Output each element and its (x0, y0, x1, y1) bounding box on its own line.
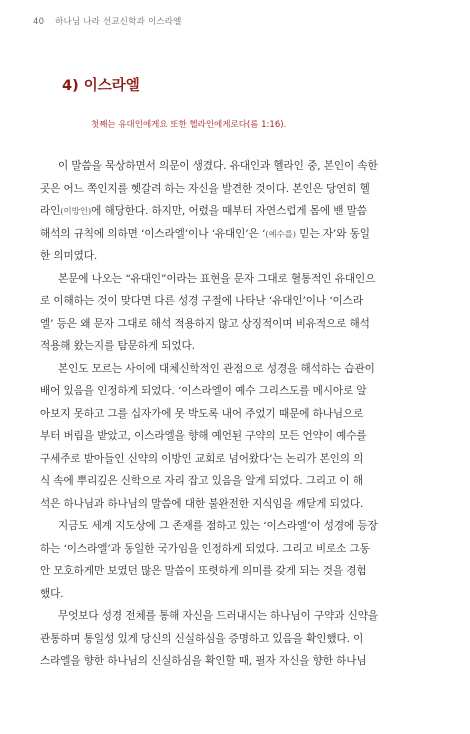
text-line: 이 말씀을 묵상하면서 의문이 생겼다. 유대인과 헬라인 중, 본인이 속한 (58, 160, 378, 172)
section-title: 4) 이스라엘 (62, 78, 140, 94)
running-head (33, 15, 182, 27)
parenthetical-note: (예수를) (265, 229, 296, 240)
text-line: 안 모호하게만 보였던 많은 말씀이 또렷하게 의미를 갖게 되는 것을 경험 (40, 565, 367, 577)
text-run: 해석의 규칙에 의하면 ‘이스라엘’이나 ‘유대인’은 ‘ (40, 227, 266, 240)
text-line: 로 이해하는 것이 맞다면 다른 성경 구절에 나타난 ‘유대인’이나 ‘이스라 (40, 295, 363, 307)
page-number: 40 (33, 17, 45, 27)
text-line: 관통하며 통일성 있게 당신의 신실하심을 증명하고 있음을 확인했다. 이 (40, 632, 364, 645)
body-text (40, 155, 440, 673)
text-run: 라인 (40, 205, 61, 217)
text-line (40, 223, 440, 246)
text-line: 한 의미였다. (40, 250, 98, 262)
text-line: 적용해 왔는지를 탐문하게 되었다. (40, 340, 195, 352)
text-line: 스라엘을 향한 하나님의 신실하심을 확인할 때, 필자 자신을 향한 하나님 (40, 655, 367, 667)
text-line: 부터 버림을 받았고, 이스라엘을 향해 예언된 구약의 모든 언약이 예수를 (40, 430, 367, 442)
parenthetical-note: (이방인) (60, 207, 92, 217)
text-line: 본인도 모르는 사이에 대체신학적인 관점으로 성경을 해석하는 습관이 (58, 362, 375, 375)
text-line: 지금도 세계 지도상에 그 존재를 점하고 있는 ‘이스라엘’이 성경에 등장 (58, 520, 378, 532)
text-line: 구세주로 받아들인 신약의 이방인 교회로 넘어왔다’는 논리가 본인의 의 (40, 452, 364, 465)
text-line: 식 속에 뿌리깊은 신학으로 자리 잡고 있음을 알게 되었다. 그리고 이 해 (40, 475, 363, 487)
text-line: 석은 하나님과 하나님의 말씀에 대한 불완전한 지식임을 깨닫게 되었다. (40, 497, 364, 510)
text-line: 배어 있음을 인정하게 되었다. ‘이스라엘이 예수 그리스도를 메시아로 알 (40, 385, 367, 397)
text-line: 곳은 어느 쪽인지를 헷갈려 하는 자신을 발견한 것이다. 본인은 당연히 헬 (40, 182, 370, 195)
epigraph-quote: 첫째는 유대인에게요 또한 헬라인에게로다(롬 1:16). (91, 120, 287, 130)
text-run: 에 해당한다. 하지만, 어렸을 때부터 자연스럽게 몸에 밴 말씀 (91, 205, 367, 217)
text-line: 엘’ 등은 왜 문자 그대로 해석 적용하지 않고 상징적이며 비유적으로 해석 (40, 317, 370, 330)
text-line: 본문에 나오는 “유대인”이라는 표현을 문자 그대로 혈통적인 유대인으 (58, 272, 376, 285)
text-line: 아보지 못하고 그를 십자가에 못 박도록 내어 주었기 때문에 하나님으로 (40, 407, 364, 420)
text-line: 했다. (40, 587, 64, 600)
text-line: 하는 ‘이스라엘’과 동일한 국가임을 인정하게 되었다. 그리고 비로소 그동 (40, 542, 370, 555)
text-line (40, 200, 440, 223)
text-line: 무엇보다 성경 전체를 통해 자신을 드러내시는 하나님이 구약과 신약을 (58, 610, 379, 622)
running-title: 하나님 나라 선교신학과 이스라엘 (55, 17, 182, 27)
text-run: 믿는 자’와 동일 (296, 227, 370, 240)
